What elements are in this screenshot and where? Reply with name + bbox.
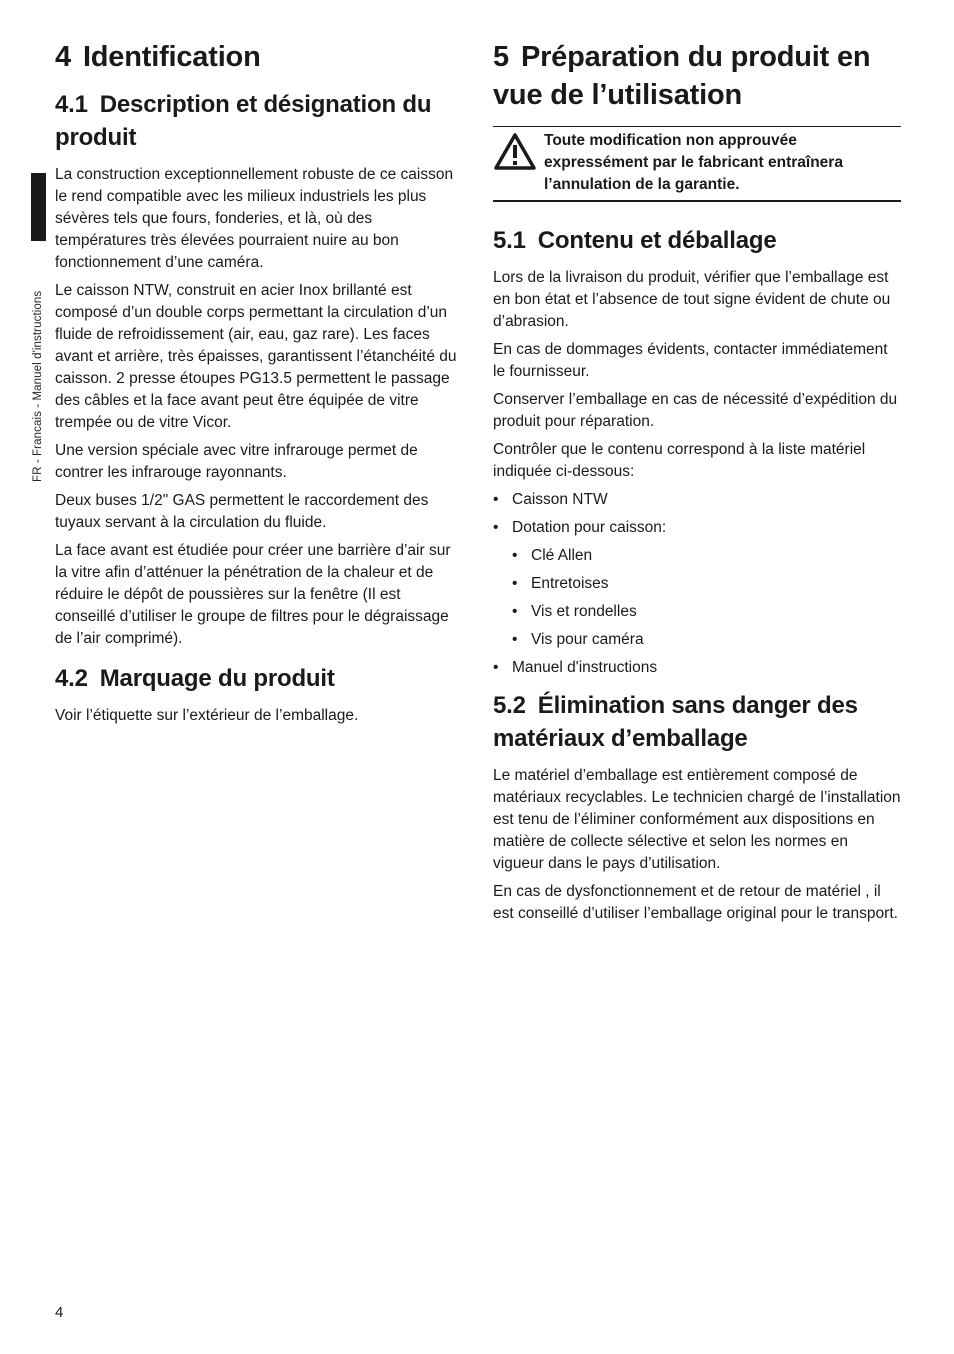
chapter-number: 5 [493, 41, 509, 73]
paragraph: En cas de dommages évidents, contacter immédiatement le fournisseur. [493, 341, 888, 380]
paragraph: La face avant est étudiée pour créer une barrière d’air sur la vitre afin d’atténuer la pénétration de la chaleur et de réduire le dépôt de poussières sur la fenêtre (Il est conseillé d’utiliser le groupe de filtres pour le dégraissage de l’air comprimé). [55, 542, 451, 647]
section-4-1-heading [55, 88, 463, 154]
paragraph: Deux buses 1/2" GAS permettent le raccordement des tuyaux servant à la circulation du fluide. [55, 492, 429, 531]
paragraph: Le caisson NTW, construit en acier Inox brillanté est composé d’un double corps permettant la circulation d’un fluide de refroidissement (air, eau, gaz rare). Les faces avant et arrière, très épaisses, garantissent l’étanchéité du caisson. 2 presse étoupes PG13.5 permettent le passage des câbles et la face avant peut être équipée de vitre trempée ou de vitre Vicor. [55, 282, 457, 431]
contents-list [493, 489, 901, 679]
section-number: 4.1 [55, 91, 88, 118]
section-number: 4.2 [55, 665, 88, 692]
warning-box [493, 126, 901, 202]
list-item: • Manuel d'instructions [493, 657, 901, 679]
section-number: 5.1 [493, 227, 526, 254]
list-item [493, 517, 901, 651]
sub-list-item: • Entretoises [512, 573, 901, 595]
sidebar-chapter-label: FR - Francais - Manuel d'instructions [32, 290, 44, 482]
paragraph: Contrôler que le contenu correspond à la liste matériel indiquée ci-dessous: [493, 441, 866, 480]
section-5-1-heading [493, 224, 901, 257]
section-title: Élimination sans danger des matériaux d’emballage [493, 692, 858, 752]
chapter-5-heading [493, 38, 901, 114]
sub-list-item: • Clé Allen [512, 545, 901, 567]
section-title: Marquage du produit [99, 665, 335, 692]
paragraph: Lors de la livraison du produit, vérifier que l’emballage est en bon état et l’absence de tout signe évident de chute ou d’abrasion. [493, 269, 891, 330]
warning-triangle-icon [493, 132, 537, 172]
right-column [493, 38, 901, 931]
warning-text: Toute modification non approuvée expressément par le fabricant entraînera l’annulation de la garantie. [544, 132, 843, 193]
paragraph: Conserver l’emballage en cas de nécessité d’expédition du produit pour réparation. [493, 391, 898, 430]
paragraph: Le matériel d’emballage est entièrement composé de matériaux recyclables. Le technicien chargé de l’installation est tenu de l’éliminer conformément aux dispositions en matière de collecte sélective et selon les normes en vigueur dans le pays d’utilisation. [493, 767, 901, 872]
page-number: 4 [55, 1304, 64, 1321]
paragraph: La construction exceptionnellement robuste de ce caisson le rend compatible avec les milieux industriels les plus sévères tels que fours, fonderies, et là, où des températures très élevées pourraient nuire au bon fonctionnement d’une caméra. [55, 166, 454, 271]
section-number: 5.2 [493, 692, 526, 719]
chapter-title: Identification [82, 41, 261, 73]
paragraph: Une version spéciale avec vitre infrarouge permet de contrer les infrarouge rayonnants. [55, 442, 418, 481]
list-item-label: Dotation pour caisson: [512, 519, 667, 536]
list-item: • Caisson NTW [493, 489, 901, 511]
sidebar-tab-marker [31, 173, 46, 241]
sub-list [512, 545, 901, 651]
paragraph: Voir l’étiquette sur l’extérieur de l’emballage. [55, 707, 359, 724]
paragraph: En cas de dysfonctionnement et de retour de matériel , il est conseillé d’utiliser l’emballage original pour le transport. [493, 883, 898, 922]
chapter-number: 4 [55, 41, 71, 73]
left-column [55, 38, 463, 733]
section-title: Description et désignation du produit [55, 91, 432, 151]
chapter-4-heading [55, 38, 463, 76]
section-5-2-heading [493, 689, 901, 755]
sub-list-item: • Vis et rondelles [512, 601, 901, 623]
sub-list-item: • Vis pour caméra [512, 629, 901, 651]
section-4-2-heading [55, 662, 463, 695]
section-title: Contenu et déballage [537, 227, 777, 254]
chapter-title: Préparation du produit en vue de l’utilisation [493, 41, 871, 111]
